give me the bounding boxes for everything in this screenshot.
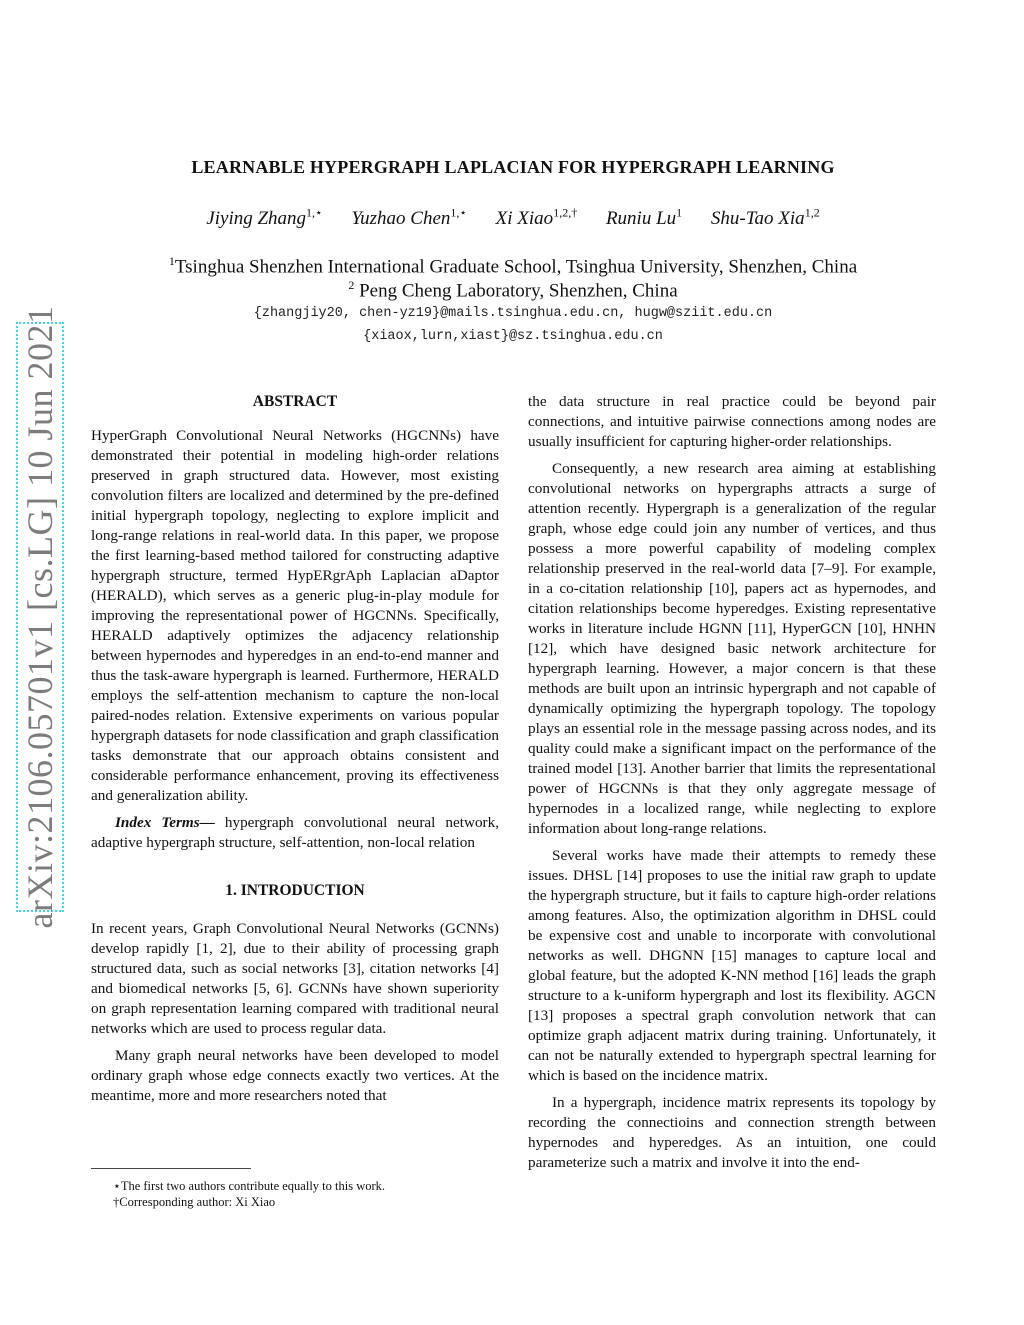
body-paragraph: Consequently, a new research area aiming at establishing convolutional networks on hypergraphs attracts a surge of attention recently. Hypergraph is a generalization of the regular graph, whose edge could join any number of vertices, and thus possess a more powerful capability of modeling complex relationship preserved in the real-world data [7–9]. For example, in a co-citation relationship [10], papers act as hypernodes, and citation relationships become hyperedges. Existing representative works in literature include HGNN [11], HyperGCN [10], HNHN [12], which have designed basic network architecture for hypergraph learning. However, a major concern is that these methods are built upon an intrinsic hypergraph and not capable of dynamically optimizing the hypergraph topology. The topology plays an essential role in the message passing across nodes, and its quality could make a significant impact on the performance of the trained model [13]. Another barrier that limits the representational power of HGCNNs is that they only aggregate message of hypernodes in a localized range, while neglecting to explore information about long-range relations.	[528, 460, 936, 837]
author-list	[90, 206, 936, 230]
author: Shu-Tao Xia$^{1,2}$	[710, 206, 820, 230]
intro-paragraph: In recent years, Graph Convolutional Neural Networks (GCNNs) develop rapidly [1, 2], due to their ability of processing graph structured data, such as social networks [3], citation networks [4] and biomedical networks [5, 6]. GCNNs have shown superiority on graph representation learning compared with traditional neural networks which are used to process regular data.	[91, 920, 499, 1037]
body-paragraph: In a hypergraph, incidence matrix represents its topology by recording the connectioins and connection strength between hypernodes and hyperedges. As an intuition, one could parameterize such a matrix and involve it into the end-	[528, 1094, 936, 1171]
right-column	[528, 392, 936, 1180]
index-terms: Index Terms— hypergraph convolutional neural network, adaptive hypergraph structure, self-attention, non-local relation	[91, 814, 499, 851]
affiliation-1: $^1$Tsinghua Shenzhen International Graduate School, Tsinghua University, Shenzhen, China	[168, 254, 858, 278]
author: Runiu Lu$^1$	[605, 206, 683, 230]
email-line-2: {xiaox,lurn,xiast}@sz.tsinghua.edu.cn	[363, 329, 663, 344]
author: Xi Xiao$^{1,2,\dagger}$	[495, 206, 578, 230]
author: Yuzhao Chen$^{1,⋆}$	[351, 206, 467, 230]
paper-title: LEARNABLE HYPERGRAPH LAPLACIAN FOR HYPERGRAPH LEARNING	[191, 157, 835, 177]
body-paragraph: the data structure in real practice could be beyond pair connections, and intuitive pairwise connections among nodes are usually insufficient for capturing higher-order relationships.	[528, 393, 936, 450]
footnote-divider	[91, 1168, 251, 1169]
affiliation-2: $^2$ Peng Cheng Laboratory, Shenzhen, China	[348, 278, 678, 302]
abstract-heading: ABSTRACT	[252, 393, 338, 410]
footnotes	[91, 1178, 499, 1210]
body-paragraph: Several works have made their attempts to remedy these issues. DHSL [14] proposes to use the initial raw graph to update the hypergraph structure, but it fails to capture high-order relations among features. Also, the optimization algorithm in DHSL could be expensive cost and unable to incorporate with convolutional networks as well. DHGNN [15] manages to capture local and global feature, but the adopted K-NN method [16] leads the graph structure to a k-uniform hypergraph and lost its flexibility. AGCN [13] proposes a spectral graph convolution network that can optimize graph adjacent matrix during training. Unfortunately, it can not be naturally extended to hypergraph spectral learning for which is based on the incidence matrix.	[528, 847, 936, 1084]
arxiv-identifier: arXiv:2106.05701v1 [cs.LG] 10 Jun 2021	[20, 305, 60, 929]
author: Jiying Zhang$^{1,⋆}$	[206, 206, 323, 230]
abstract-text: HyperGraph Convolutional Neural Networks (HGCNNs) have demonstrated their potential in modeling high-order relations preserved in graph structured data. However, most existing convolution filters are localized and determined by the pre-defined initial hypergraph topology, neglecting to explore implicit and long-range relations in real-world data. In this paper, we propose the first learning-based method tailored for constructing adaptive hypergraph structure, termed HypERgrAph Laplacian aDaptor (HERALD), which serves as a generic plug-in-play module for improving the representational power of HGCNNs. Specifically, HERALD adaptively optimizes the adjacency relationship between hypernodes and hyperedges in an end-to-end manner and thus the task-aware hypergraph is learned. Furthermore, HERALD employs the self-attention mechanism to capture the non-local paired-nodes relation. Extensive experiments on various popular hypergraph datasets for node classification and graph classification tasks demonstrate that our approach obtains consistent and considerable performance enhancement, proving its effectiveness and generalization ability.	[91, 427, 499, 804]
email-line-1: {zhangjiy20, chen-yz19}@mails.tsinghua.edu.cn, hugw@sziit.edu.cn	[253, 306, 773, 321]
footnote-equal-contribution: ⋆The first two authors contribute equally to this work.	[113, 1179, 386, 1193]
intro-paragraph: Many graph neural networks have been developed to model ordinary graph whose edge connects exactly two vertices. At the meantime, more and more researchers noted that	[91, 1047, 499, 1104]
footnote-corresponding-author: †Corresponding author: Xi Xiao	[113, 1195, 276, 1209]
introduction-heading: 1. INTRODUCTION	[225, 882, 365, 899]
left-column	[91, 392, 499, 1113]
arxiv-identifier-box[interactable]	[16, 305, 64, 929]
